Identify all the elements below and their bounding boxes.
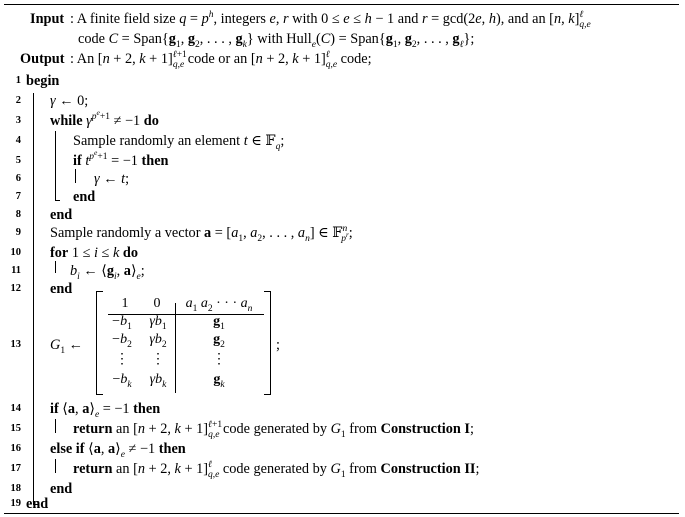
line-number: 18 (10, 483, 21, 494)
output-label: Output (20, 51, 65, 67)
sample-vector: Sample randomly a vector $a = [a_1$, $a_2$, . . . , $a_n$] ∈ 𝔽$^n_{p^r}$; (50, 224, 353, 244)
algo-line-6 (4, 169, 679, 189)
if-condition: if $t^{p^e+1} = -1$ then (73, 148, 169, 169)
algo-line-5 (4, 148, 679, 171)
keyword-end: end (26, 496, 49, 512)
semicolon: ; (276, 337, 280, 353)
matrix-cell: $-b_k$ (112, 372, 132, 390)
line-number: 3 (15, 115, 21, 126)
matrix-cell: ⋮ (115, 352, 129, 367)
g1-assign: $G_1$ ← (50, 337, 83, 356)
matrix-cell: $\gamma b_1$ (149, 314, 167, 332)
input-line-2 (4, 29, 679, 49)
algo-line-15 (4, 419, 679, 439)
matrix-cell: $g_1$ (213, 314, 225, 332)
line-number: 2 (15, 95, 21, 106)
sample-element: Sample randomly an element t ∈ 𝔽$_q$; (73, 133, 285, 152)
for-loop: for 1 ≤ i ≤ k do (50, 245, 139, 261)
algo-line-11 (4, 261, 679, 281)
assign-b: $b_i$ ← $⟨g_i$, $a⟩_e$; (70, 263, 145, 282)
algo-line-17 (4, 459, 679, 479)
matrix-cell: $-b_1$ (112, 314, 132, 332)
line-number: 6 (15, 173, 21, 184)
matrix-cell: $\gamma b_2$ (149, 332, 167, 350)
matrix-cell: 0 (153, 296, 161, 311)
matrix-cell: $g_2$ (213, 332, 225, 350)
line-number: 16 (10, 443, 21, 454)
input-line-1 (4, 9, 679, 29)
return-construction-1: return an [n + 2, k + 1]$^{\ell+1}_{q,e}$ code generated by $G_1$ from Construction I; (73, 420, 474, 440)
else-if-inner-product: else if ⟨a, $a⟩_e \ne -1$ then (50, 441, 186, 460)
output-text: : An [n + 2, k + 1]$^{\ell+1}_{q,e}$ code or an [n + 2, k + 1]$^\ell_{q,e}$ code; (70, 50, 372, 70)
line-number: 9 (15, 227, 21, 238)
assign-gamma: γ ← 0; (50, 93, 89, 109)
matrix-cell: ⋮ (212, 352, 226, 367)
while-condition: while $\gamma^{p^e+1} \ne -1$ do (50, 108, 159, 129)
keyword-end: end (50, 207, 73, 223)
assign-t: γ ← t; (94, 171, 130, 187)
algo-line-9 (4, 223, 679, 243)
line-number: 8 (15, 209, 21, 220)
line-number: 12 (10, 283, 21, 294)
matrix-suffix (276, 335, 296, 355)
matrix-cell: $a_1$ $a_2$ · · · $a_n$ (185, 296, 253, 314)
keyword-end: end (50, 281, 73, 297)
return-construction-2: return an [n + 2, k + 1]$^\ell_{q,e}$ code generated by $G_1$ from Construction II; (73, 460, 480, 480)
algo-line-10 (4, 243, 679, 263)
algo-line-16 (4, 439, 679, 459)
algorithm-box (4, 4, 679, 514)
line-number: 14 (10, 403, 21, 414)
input-text-1: : A finite field size $q = p^h$, integers e, r with 0 ≤ e ≤ h − 1 and r = gcd(2e, h), and an [n, k]$^\ell_{q,e}$ (70, 10, 591, 30)
matrix-cell: ⋮ (151, 352, 165, 367)
line-number: 15 (10, 423, 21, 434)
algo-line-19 (4, 494, 679, 514)
output-line (4, 49, 679, 69)
line-number: 19 (10, 498, 21, 509)
matrix-cell: $g_k$ (213, 372, 225, 390)
generator-matrix (88, 291, 278, 397)
keyword-end: end (50, 481, 73, 497)
line-number: 17 (10, 463, 21, 474)
algo-line-2 (4, 91, 679, 111)
input-label: Input (30, 11, 65, 27)
matrix-cell: $\gamma b_k$ (149, 372, 167, 390)
algo-line-14 (4, 399, 679, 419)
line-number: 1 (15, 75, 21, 86)
line-number: 11 (11, 265, 21, 276)
matrix-right-bracket (264, 291, 271, 395)
algo-line-3 (4, 108, 679, 131)
keyword-begin: begin (26, 73, 60, 89)
if-inner-product: if ⟨a, $a⟩_e = -1$ then (50, 401, 161, 420)
line-number: 7 (15, 191, 21, 202)
matrix-cell: 1 (121, 296, 129, 311)
algo-line-8 (4, 205, 679, 225)
line-number: 4 (15, 135, 21, 146)
keyword-end: end (73, 189, 96, 205)
input-text-2: code $C = Span\{g_1$, $g_2$, . . . , $g_k$} with Hull$_e$(C) = $Span\{g_1$, $g_2$, . . . , $g_\ell$}; (78, 31, 475, 50)
algo-line-4 (4, 131, 679, 151)
line-number: 10 (10, 247, 21, 258)
line-number: 13 (10, 339, 21, 350)
matrix-cell: $-b_2$ (112, 332, 132, 350)
line-number: 5 (15, 155, 21, 166)
algo-line-7 (4, 187, 679, 207)
algo-line-1 (4, 71, 679, 91)
